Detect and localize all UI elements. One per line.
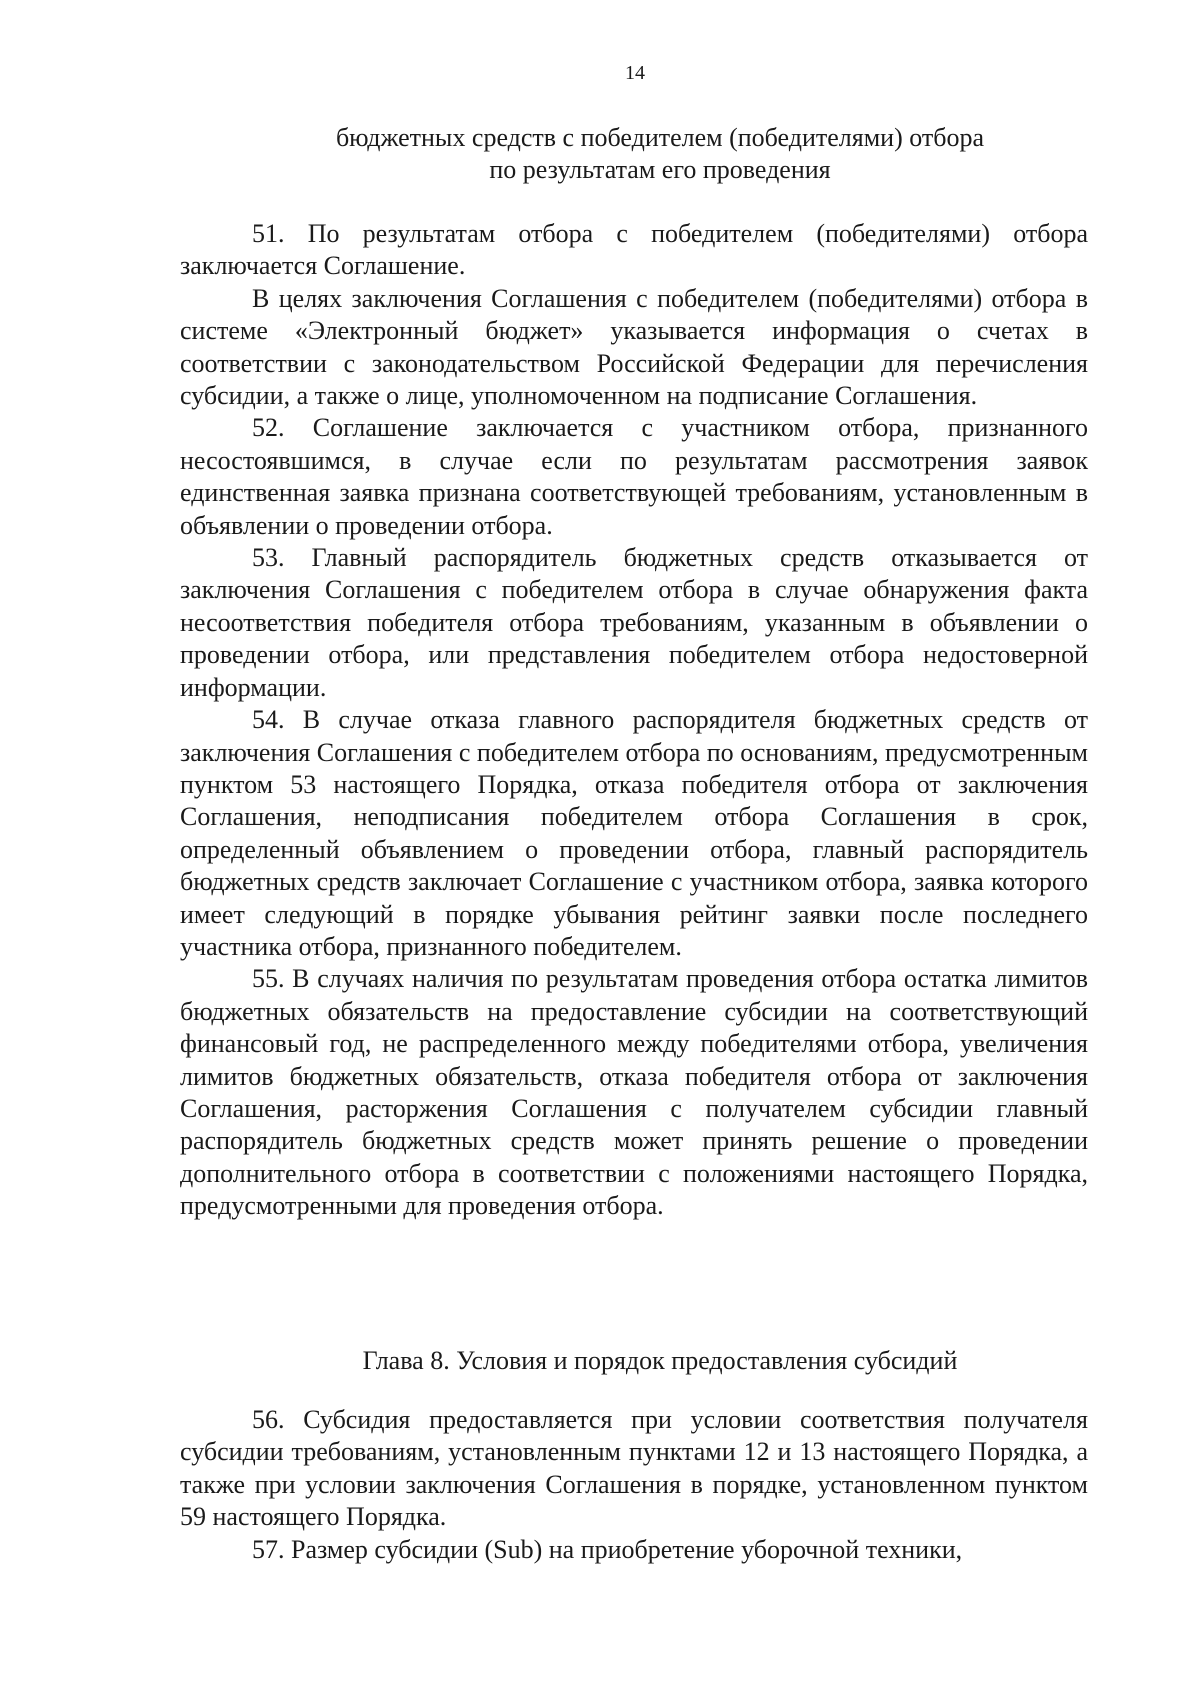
paragraph-51-continued: В целях заключения Соглашения с победителем (победителями) отбора в системе «Электронный бюджет» указывается информация о счетах в соответствии с законодательством Российской Федерации для перечисления субсидии, а также о лице, уполномоченном на подписание Соглашения. (180, 283, 1088, 411)
paragraph-57: 57. Размер субсидии (Sub) на приобретение уборочной техники, (252, 1534, 963, 1564)
paragraph-53: 53. Главный распорядитель бюджетных средств отказывается от заключения Соглашения с победителем отбора в случае обнаружения факта несоответствия победителя отбора требованиям, указанным в объявлении о проведении отбора, или представления победителем отбора недостоверной информации. (180, 543, 1088, 702)
body-text-part-1 (180, 218, 1088, 1223)
section-heading (180, 122, 1140, 186)
page-number: 14 (625, 62, 645, 84)
paragraph-54: 54. В случае отказа главного распорядителя бюджетных средств от заключения Соглашения с победителем отбора по основаниям, предусмотренным пунктом 53 настоящего Порядка, отказа победителя отбора от заключения Соглашения, неподписания победителем отбора Соглашения в срок, определенный объявлением о проведении отбора, главный распорядитель бюджетных средств заключает Соглашение с участником отбора, заявка которого имеет следующий в порядке убывания рейтинг заявки после последнего участника отбора, признанного победителем. (180, 705, 1088, 961)
paragraph-56: 56. Субсидия предоставляется при условии соответствия получателя субсидии требованиям, установленным пунктами 12 и 13 настоящего Порядка, а также при условии заключения Соглашения в порядке, установленном пунктом 59 настоящего Порядка. (180, 1405, 1088, 1532)
chapter-heading: Глава 8. Условия и порядок предоставления субсидий (362, 1346, 958, 1375)
paragraph-55: 55. В случаях наличия по результатам проведения отбора остатка лимитов бюджетных обязательств на предоставление субсидии на соответствующий финансовый год, не распределенного между победителями отбора, увеличения лимитов бюджетных обязательств, отказа победителя отбора от заключения Соглашения, расторжения Соглашения с получателем субсидии главный распорядитель бюджетных средств может принять решение о проведении дополнительного отбора в соответствии с положениями настоящего Порядка, предусмотренными для проведения отбора. (180, 964, 1088, 1221)
section-heading-line-2: по результатам его проведения (489, 155, 831, 184)
body-text-part-2 (180, 1404, 1088, 1566)
paragraph-51: 51. По результатам отбора с победителем (победителями) отбора заключается Соглашение. (180, 219, 1088, 281)
paragraph-52: 52. Соглашение заключается с участником отбора, признанного несостоявшимся, в случае если по результатам рассмотрения заявок единственная заявка признана соответствующей требованиям, установленным в объявлении о проведении отбора. (180, 413, 1088, 540)
section-heading-line-1: бюджетных средств с победителем (победителями) отбора (335, 123, 985, 152)
